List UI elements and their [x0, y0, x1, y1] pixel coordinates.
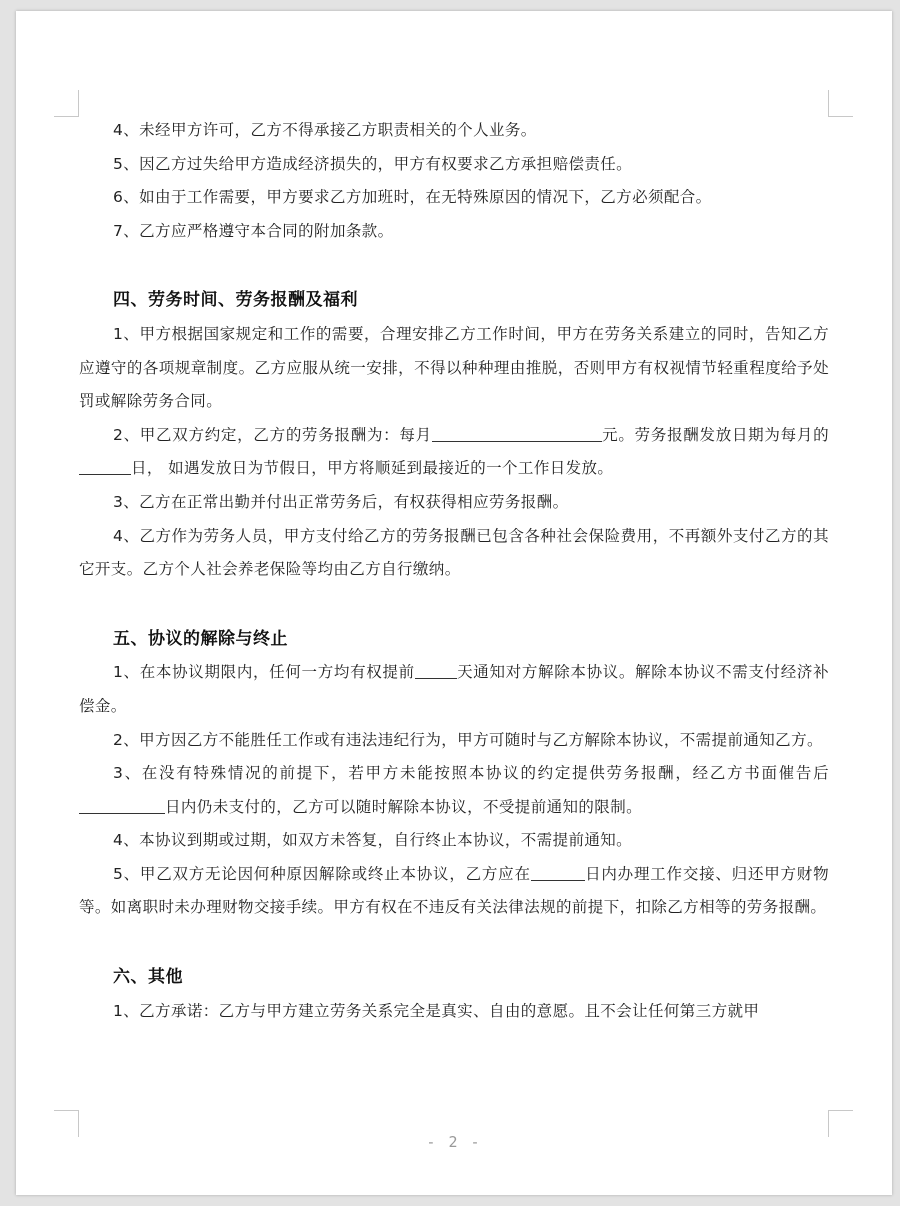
monthly-pay-blank — [432, 425, 602, 442]
document-body — [79, 114, 829, 1028]
clause-5-3: 3、在没有特殊情况的前提下，若甲方未能按照本协议的约定提供劳务报酬，经乙方书面催告后日内仍未支付的，乙方可以随时解除本协议，不受提前通知的限制。 — [79, 757, 829, 824]
clause-4-1: 1、甲方根据国家规定和工作的需要，合理安排乙方工作时间，甲方在劳务关系建立的同时，告知乙方应遵守的各项规章制度。乙方应服从统一安排，不得以种种理由推脱，否则甲方有权视情节轻重程度给予处罚或解除劳务合同。 — [79, 324, 829, 411]
margin-mark-top-left — [54, 90, 79, 117]
notice-days-blank — [415, 662, 457, 679]
clause-3-6: 6、如由于工作需要，甲方要求乙方加班时，在无特殊原因的情况下，乙方必须配合。 — [113, 188, 712, 207]
handover-days-blank — [531, 864, 585, 881]
margin-mark-top-right — [828, 90, 853, 117]
clause-4-4: 4、乙方作为劳务人员，甲方支付给乙方的劳务报酬已包含各种社会保险费用，不再额外支付乙方的其它开支。乙方个人社会养老保险等均由乙方自行缴纳。 — [79, 526, 829, 579]
section-6-heading: 六、其他 — [113, 967, 183, 988]
reminder-days-blank — [79, 797, 165, 814]
section-4-heading: 四、劳务时间、劳务报酬及福利 — [113, 290, 358, 311]
clause-4-3: 3、乙方在正常出勤并付出正常劳务后，有权获得相应劳务报酬。 — [113, 492, 569, 511]
clause-5-2: 2、甲方因乙方不能胜任工作或有违法违纪行为，甲方可随时与乙方解除本协议，不需提前通知乙方。 — [113, 730, 823, 749]
clause-4-2: 2、甲乙双方约定，乙方的劳务报酬为：每月 元。劳务报酬发放日期为每月的日， 如遇发放日为节假日，甲方将顺延到最接近的一个工作日发放。 — [79, 419, 829, 486]
pay-day-blank — [79, 458, 131, 475]
clause-5-1: 1、在本协议期限内，任何一方均有权提前 天通知对方解除本协议。解除本协议不需支付经济补偿金。 — [79, 663, 830, 715]
clause-5-4: 4、本协议到期或过期，如双方未答复，自行终止本协议，不需提前通知。 — [113, 831, 633, 850]
section-5-heading: 五、协议的解除与终止 — [113, 628, 288, 649]
document-page — [16, 11, 892, 1195]
clause-5-5: 5、甲乙双方无论因何种原因解除或终止本协议，乙方应在 日内办理工作交接、归还甲方财物等。如离职时未办理财物交接手续。甲方有权在不违反有关法律法规的前提下，扣除乙方相等的劳务报酬。 — [79, 864, 829, 917]
page-number: - 2 - — [426, 1133, 482, 1151]
clause-3-5: 5、因乙方过失给甲方造成经济损失的，甲方有权要求乙方承担赔偿责任。 — [113, 154, 633, 173]
clause-6-1: 1、乙方承诺：乙方与甲方建立劳务关系完全是真实、自由的意愿。且不会让任何第三方就甲 — [113, 1001, 760, 1020]
clause-3-7: 7、乙方应严格遵守本合同的附加条款。 — [113, 221, 394, 240]
clause-3-4: 4、未经甲方许可，乙方不得承接乙方职责相关的个人业务。 — [113, 121, 537, 139]
